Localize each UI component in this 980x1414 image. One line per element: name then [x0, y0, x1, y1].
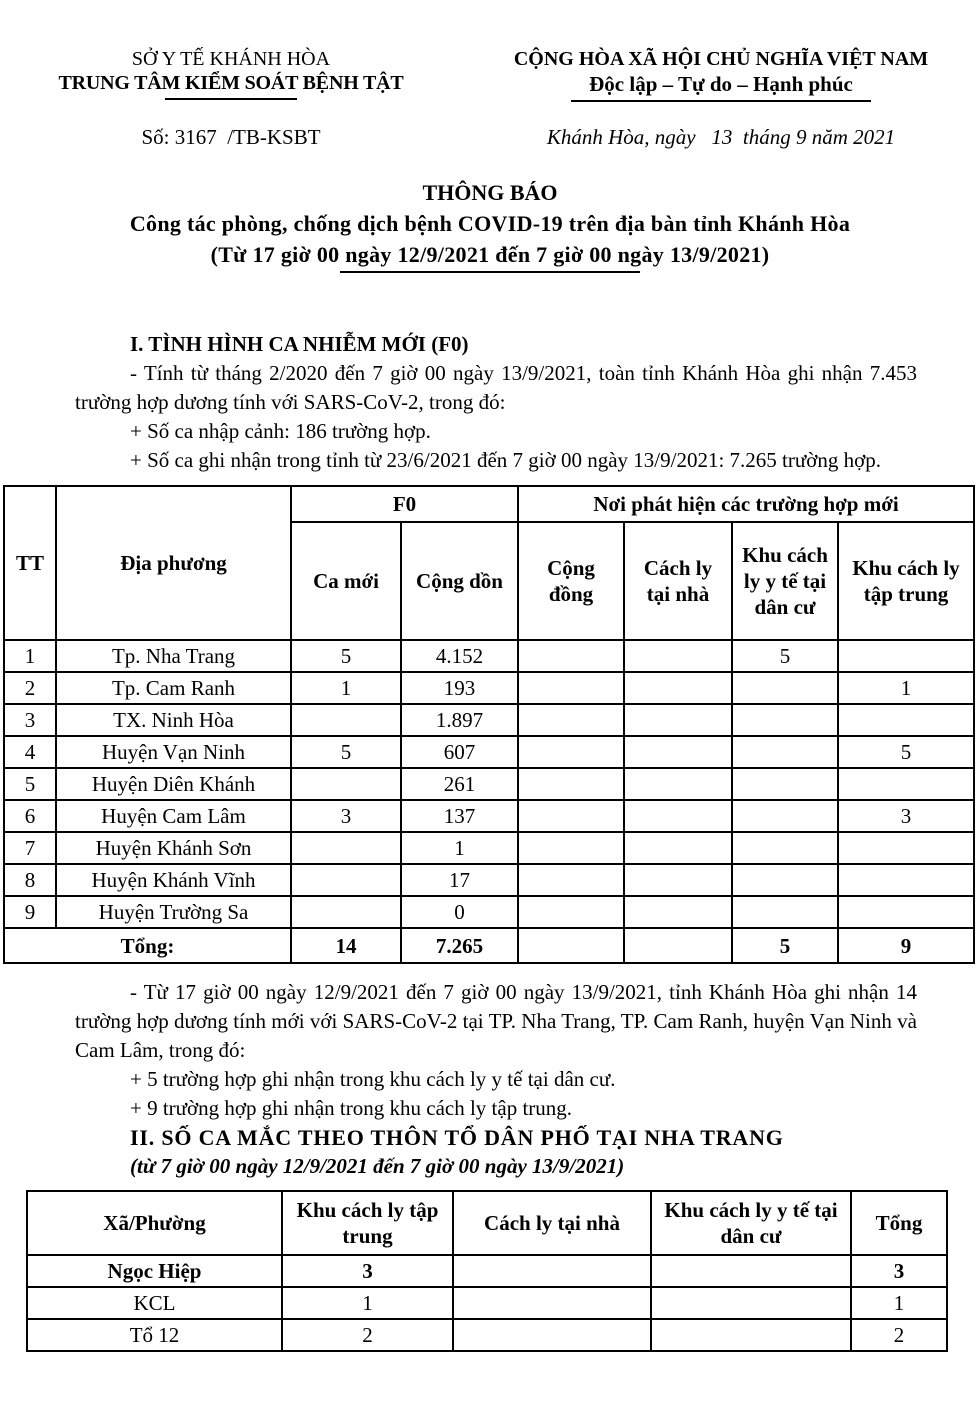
table-cell: [624, 704, 732, 736]
table-row: [27, 1319, 947, 1351]
column-group-f0: F0: [291, 486, 518, 522]
section-1b-bullet-1: + 5 trường hợp ghi nhận trong khu cách ly y tế tại dân cư.: [130, 1067, 616, 1091]
column-header-home-quarantine: Cách ly tại nhà: [453, 1191, 651, 1255]
column-header-medical-quarantine: Khu cách ly y tế tại dân cư: [651, 1191, 851, 1255]
table-cell: 5: [732, 640, 838, 672]
table-row: [4, 704, 974, 736]
table-cell: [732, 768, 838, 800]
table-row: [4, 672, 974, 704]
national-motto: Độc lập – Tự do – Hạnh phúc: [589, 72, 853, 96]
table-cell: [838, 832, 974, 864]
table-cell: 17: [401, 864, 518, 896]
document-subtitle: Công tác phòng, chống dịch bệnh COVID-19 trên địa bàn tỉnh Khánh Hòa: [129, 211, 851, 236]
table-row: [27, 1255, 947, 1287]
section-1b-paragraph: - Từ 17 giờ 00 ngày 12/9/2021 đến 7 giờ 00 ngày 13/9/2021, tỉnh Khánh Hòa ghi nhận 14 trường hợp dương tính mới với SARS-CoV-2 tại TP. Nha Trang, TP. Cam Ranh, huyện Vạn Ninh và Cam Lâm, trong đó:: [75, 980, 917, 1062]
table-cell: KCL: [27, 1287, 282, 1319]
table-cell: [624, 768, 732, 800]
table-cell: 2: [282, 1319, 453, 1351]
total-new-cases: 14: [291, 928, 401, 963]
table-cell: 5: [838, 736, 974, 768]
table-cell: 5: [291, 736, 401, 768]
table-cell: [518, 640, 624, 672]
section-1-bullet-2: + Số ca ghi nhận trong tỉnh từ 23/6/2021 đến 7 giờ 00 ngày 13/9/2021: 7.265 trường hợp.: [130, 448, 881, 472]
table-cell: 7: [4, 832, 56, 864]
table-cell: [838, 640, 974, 672]
section-1-bullet-1: + Số ca nhập cảnh: 186 trường hợp.: [130, 419, 431, 443]
table-cell: Tp. Cam Ranh: [56, 672, 291, 704]
document-header: [0, 0, 980, 150]
table-cell: 5: [291, 640, 401, 672]
table-cell: 3: [282, 1255, 453, 1287]
table-cell: 0: [401, 896, 518, 928]
column-group-detection-place: Nơi phát hiện các trường hợp mới: [518, 486, 974, 522]
table-cell: [624, 832, 732, 864]
column-header-cumulative: Cộng dồn: [401, 522, 518, 640]
table-cell: Huyện Khánh Vĩnh: [56, 864, 291, 896]
table-row: [4, 800, 974, 832]
table-cell: [651, 1287, 851, 1319]
table-cell: [838, 768, 974, 800]
table-cell: 2: [4, 672, 56, 704]
table-cell: [732, 832, 838, 864]
table-cell: 1.897: [401, 704, 518, 736]
total-medical-quarantine: 5: [732, 928, 838, 963]
table-cell: [732, 672, 838, 704]
total-home-quarantine: [624, 928, 732, 963]
table-cell: Huyện Khánh Sơn: [56, 832, 291, 864]
table-row: [4, 736, 974, 768]
column-header-home-quarantine: Cách ly tại nhà: [624, 522, 732, 640]
table-cell: [518, 736, 624, 768]
table-cell: 3: [851, 1255, 947, 1287]
document-period: (Từ 17 giờ 00 ngày 12/9/2021 đến 7 giờ 00 ngày 13/9/2021): [210, 242, 770, 267]
table-cell: [838, 704, 974, 736]
column-header-ward: Xã/Phường: [27, 1191, 282, 1255]
section-2-heading: II. SỐ CA MẮC THEO THÔN TỔ DÂN PHỐ TẠI NHA TRANG: [130, 1125, 784, 1150]
table-row: [4, 864, 974, 896]
table-row: [4, 768, 974, 800]
table-cell: 8: [4, 864, 56, 896]
column-header-new-cases: Ca mới: [291, 522, 401, 640]
table-cell: 3: [4, 704, 56, 736]
document-title: THÔNG BÁO: [422, 180, 558, 205]
total-central-quarantine: 9: [838, 928, 974, 963]
table-cell: [624, 640, 732, 672]
table-cell: 137: [401, 800, 518, 832]
table-row: [4, 640, 974, 672]
table-cell: 2: [851, 1319, 947, 1351]
table-cell: [624, 896, 732, 928]
column-header-tt: TT: [4, 486, 56, 640]
document-number: Số: 3167 /TB-KSBT: [141, 125, 321, 149]
cases-by-ward-table: [26, 1190, 948, 1352]
table-cell: Tổ 12: [27, 1319, 282, 1351]
section-1-heading: I. TÌNH HÌNH CA NHIỄM MỚI (F0): [130, 332, 469, 356]
table-cell: [518, 768, 624, 800]
table-cell: Huyện Diên Khánh: [56, 768, 291, 800]
table-cell: Huyện Trường Sa: [56, 896, 291, 928]
table-cell: [732, 864, 838, 896]
table-cell: [291, 832, 401, 864]
table-cell: [291, 864, 401, 896]
table-cell: [453, 1255, 651, 1287]
table-cell: Tp. Nha Trang: [56, 640, 291, 672]
table-cell: [453, 1287, 651, 1319]
table-cell: 3: [838, 800, 974, 832]
cases-by-locality-table: [3, 485, 975, 964]
column-header-total: Tổng: [851, 1191, 947, 1255]
column-header-community: Cộng đồng: [518, 522, 624, 640]
table-cell: [291, 768, 401, 800]
total-cumulative: 7.265: [401, 928, 518, 963]
table-cell: 4: [4, 736, 56, 768]
table-cell: 1: [282, 1287, 453, 1319]
table-cell: 193: [401, 672, 518, 704]
column-header-medical-quarantine: Khu cách ly y tế tại dân cư: [732, 522, 838, 640]
table-cell: [732, 800, 838, 832]
table-cell: 1: [838, 672, 974, 704]
table-row: [4, 832, 974, 864]
table-cell: 1: [851, 1287, 947, 1319]
motto-underline: [571, 100, 871, 102]
table-row: [27, 1287, 947, 1319]
table-cell: Huyện Cam Lâm: [56, 800, 291, 832]
table-cell: [518, 832, 624, 864]
table-cell: 6: [4, 800, 56, 832]
table-cell: [624, 672, 732, 704]
table-cell: 1: [291, 672, 401, 704]
table-cell: [838, 864, 974, 896]
table-cell: [651, 1319, 851, 1351]
table-cell: [291, 896, 401, 928]
column-header-locality: Địa phương: [56, 486, 291, 640]
table-cell: 4.152: [401, 640, 518, 672]
table-cell: [291, 704, 401, 736]
table-cell: 261: [401, 768, 518, 800]
section-1b: [75, 978, 917, 1181]
table-header-row: [27, 1191, 947, 1255]
table-cell: [624, 864, 732, 896]
section-1: [75, 330, 917, 475]
table-cell: [732, 704, 838, 736]
table-cell: 1: [401, 832, 518, 864]
table-cell: [732, 736, 838, 768]
table-cell: 5: [4, 768, 56, 800]
table-cell: 1: [4, 640, 56, 672]
table-total-row: [4, 928, 974, 963]
table-cell: [518, 896, 624, 928]
agency-name: TRUNG TÂM KIỂM SOÁT BỆNH TẬT: [58, 72, 404, 94]
table-header-row: [4, 486, 974, 522]
table-cell: [518, 800, 624, 832]
section-1-paragraph: - Tính từ tháng 2/2020 đến 7 giờ 00 ngày 13/9/2021, toàn tỉnh Khánh Hòa ghi nhận 7.453 trường hợp dương tính với SARS-CoV-2, trong đó:: [75, 361, 917, 414]
table-cell: [624, 736, 732, 768]
national-motto-block: [462, 47, 980, 150]
agency-underline: [165, 98, 297, 100]
table-cell: TX. Ninh Hòa: [56, 704, 291, 736]
table-cell: Huyện Vạn Ninh: [56, 736, 291, 768]
table-cell: [651, 1255, 851, 1287]
table-cell: Ngọc Hiệp: [27, 1255, 282, 1287]
national-title: CỘNG HÒA XÃ HỘI CHỦ NGHĨA VIỆT NAM: [513, 48, 929, 70]
column-header-central-quarantine: Khu cách ly tập trung: [838, 522, 974, 640]
place-dateline: Khánh Hòa, ngày 13 tháng 9 năm 2021: [546, 125, 896, 149]
table-cell: [518, 704, 624, 736]
document-title-block: [0, 180, 980, 273]
table-cell: [518, 864, 624, 896]
column-header-central-quarantine: Khu cách ly tập trung: [282, 1191, 453, 1255]
table-cell: 607: [401, 736, 518, 768]
table-cell: [624, 800, 732, 832]
total-label: Tổng:: [4, 928, 291, 963]
issuing-agency-block: [0, 47, 462, 150]
table-cell: [732, 896, 838, 928]
table-cell: [453, 1319, 651, 1351]
table-row: [4, 896, 974, 928]
title-underline: [340, 271, 640, 273]
section-2-subheading: (từ 7 giờ 00 ngày 12/9/2021 đến 7 giờ 00 ngày 13/9/2021): [130, 1154, 625, 1178]
section-1b-bullet-2: + 9 trường hợp ghi nhận trong khu cách ly tập trung.: [130, 1096, 573, 1120]
table-cell: [518, 672, 624, 704]
agency-parent-name: SỞ Y TẾ KHÁNH HÒA: [131, 48, 331, 70]
table-cell: [838, 896, 974, 928]
table-cell: 9: [4, 896, 56, 928]
total-community: [518, 928, 624, 963]
table-cell: 3: [291, 800, 401, 832]
